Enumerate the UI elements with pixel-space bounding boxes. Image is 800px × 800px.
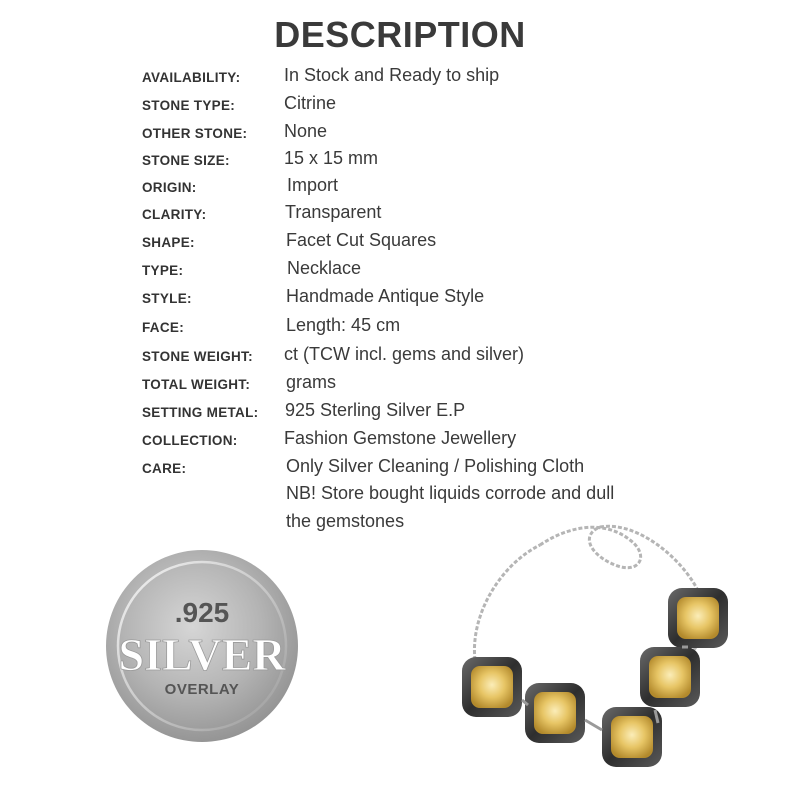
spec-value: Handmade Antique Style [286, 286, 485, 306]
spec-label: TOTAL WEIGHT: [142, 377, 251, 392]
necklace-product-image [440, 505, 740, 795]
care-note-line1: NB! Store bought liquids corrode and dull [286, 483, 615, 503]
spec-label: CARE: [142, 461, 187, 476]
spec-value: ct (TCW incl. gems and silver) [284, 344, 525, 364]
spec-value: None [284, 121, 328, 141]
spec-value: Only Silver Cleaning / Polishing Cloth [286, 456, 585, 476]
spec-label: STYLE: [142, 291, 192, 306]
spec-label: ORIGIN: [142, 180, 197, 195]
spec-value: Transparent [285, 202, 382, 222]
spec-value: grams [286, 372, 337, 392]
care-note-line2: the gemstones [286, 511, 405, 531]
citrine-stone [602, 707, 662, 767]
spec-value: Citrine [284, 93, 337, 113]
spec-value: 15 x 15 mm [284, 148, 379, 168]
spec-value: Length: 45 cm [286, 315, 401, 335]
spec-value: Facet Cut Squares [286, 230, 437, 250]
spec-value: Fashion Gemstone Jewellery [284, 428, 517, 448]
page-title: DESCRIPTION [274, 14, 526, 55]
spec-label: SETTING METAL: [142, 405, 259, 420]
spec-row-other-stone [0, 121, 800, 145]
spec-label: CLARITY: [142, 207, 207, 222]
badge-silver-text: SILVER [118, 629, 286, 680]
spec-label: COLLECTION: [142, 433, 238, 448]
spec-row-face [0, 315, 800, 339]
care-note-row [0, 483, 800, 507]
citrine-stone [640, 647, 700, 707]
spec-row-total-weight [0, 372, 800, 396]
spec-row-style [0, 286, 800, 310]
citrine-stone [668, 588, 728, 648]
spec-label: STONE SIZE: [142, 153, 230, 168]
spec-label: AVAILABILITY: [142, 70, 241, 85]
spec-row-care [0, 456, 800, 480]
spec-row-stone-type [0, 93, 800, 117]
spec-row-origin [0, 175, 800, 199]
spec-row-collection [0, 428, 800, 452]
spec-value: Import [287, 175, 339, 195]
spec-label: STONE TYPE: [142, 98, 236, 113]
spec-row-stone-size [0, 148, 800, 172]
spec-value: In Stock and Ready to ship [284, 65, 500, 85]
spec-row-shape [0, 230, 800, 254]
spec-row-stone-weight [0, 344, 800, 368]
spec-row-availability [0, 65, 800, 89]
badge-925-text: .925 [174, 597, 230, 628]
silver-overlay-badge [104, 548, 300, 744]
spec-row-type [0, 258, 800, 282]
spec-label: STONE WEIGHT: [142, 349, 253, 364]
spec-label: OTHER STONE: [142, 126, 248, 141]
citrine-stone [525, 683, 585, 743]
spec-row-clarity [0, 202, 800, 226]
spec-label: FACE: [142, 320, 184, 335]
citrine-stone [462, 657, 522, 717]
spec-label: TYPE: [142, 263, 184, 278]
badge-overlay-text: OVERLAY [164, 681, 240, 698]
spec-value: 925 Sterling Silver E.P [285, 400, 466, 420]
spec-value: Necklace [287, 258, 362, 278]
spec-label: SHAPE: [142, 235, 195, 250]
spec-row-setting-metal [0, 400, 800, 424]
